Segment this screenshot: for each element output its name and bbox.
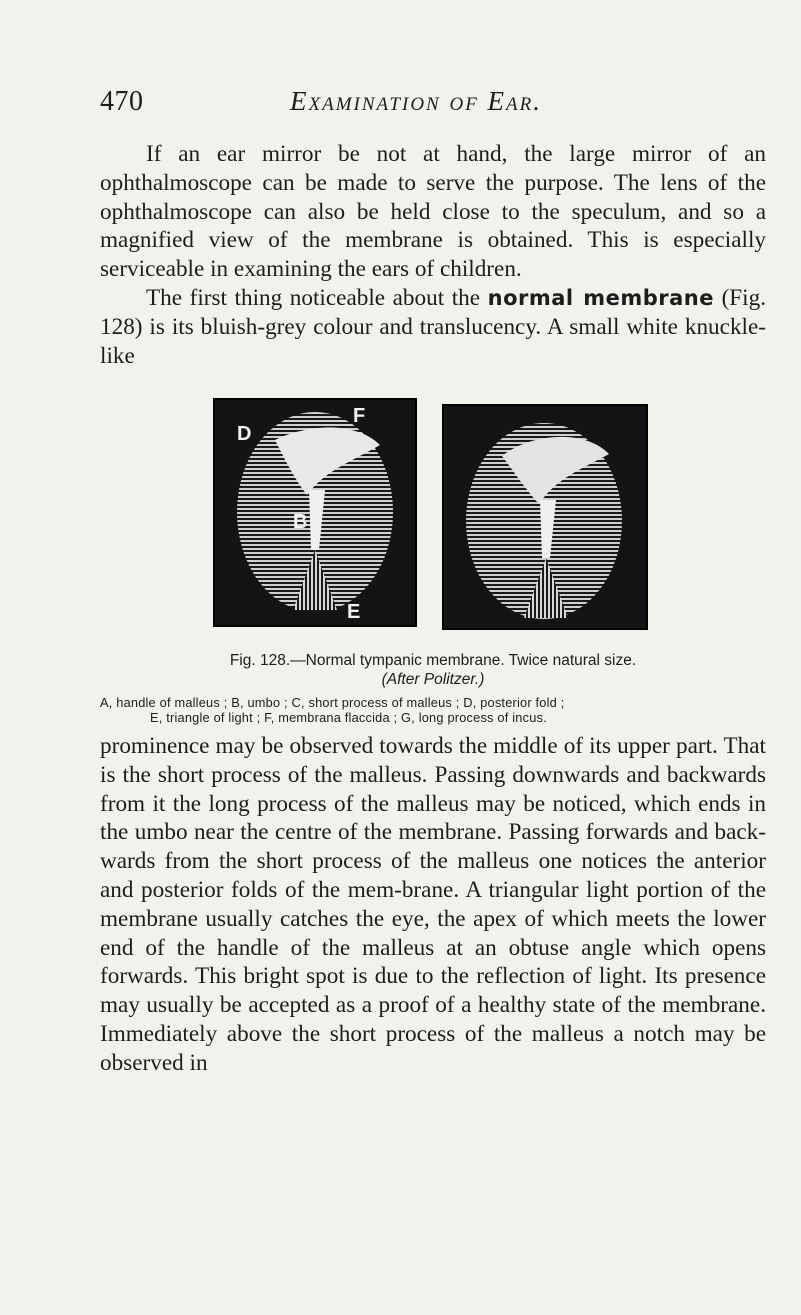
figure-label-e: E xyxy=(347,601,361,623)
bold-term-normal-membrane: normal membrane xyxy=(487,285,714,310)
paragraph-ear-mirror: If an ear mirror be not at hand, the large mirror of an ophthalmoscope can be made to serve the purpose. The lens of the ophthalmoscope can also be held close to the speculum, and so a magnified view of the membrane is obtained. This is especially serviceable in examining the ears of children. xyxy=(100,141,766,283)
figure-128 xyxy=(213,398,678,636)
tympanic-membrane-labelled-illustration xyxy=(215,400,415,625)
text-block-bottom xyxy=(100,732,766,1078)
paragraph-normal-membrane xyxy=(100,284,766,370)
figure-label-d: D xyxy=(237,423,252,445)
text-block-top xyxy=(100,140,766,370)
figure-label-f: F xyxy=(353,405,366,427)
figure-plate-labelled xyxy=(213,398,417,627)
legend-line-1: A, handle of malleus ; B, umbo ; C, short process of malleus ; D, posterior fold ; xyxy=(100,695,565,710)
legend-line-2: E, triangle of light ; F, membrana flaccida ; G, long process of incus. xyxy=(150,710,547,725)
paragraph-malleus-description: prominence may be observed towards the middle of its upper part. That is the short process of the malleus. Passing downwards and backwards from it the long process of the malleus may be noticed, which ends in the umbo near the centre of the membrane. Passing forwards and back-wards from the short process of the malleus one notices the anterior and posterior folds of the mem-brane. A triangular light portion of the membrane usually catches the eye, the apex of which meets the lower end of the handle of the malleus at an obtuse angle which opens forwards. This bright spot is due to the reflection of light. Its presence may usually be accepted as a proof of a healthy state of the membrane. Immediately above the short process of the malleus a notch may be observed in xyxy=(100,733,766,1076)
caption-credit: (After Politzer.) xyxy=(381,671,485,688)
running-title: Examination of Ear. xyxy=(290,86,543,116)
tympanic-membrane-illustration xyxy=(444,406,646,628)
figure-label-b: B xyxy=(293,511,308,533)
paragraph-text: (Fig. 128) is its bluish-grey colour and translucency. A small white knuckle-like xyxy=(100,284,767,369)
figure-plate-unlabelled xyxy=(442,404,648,630)
caption-legend xyxy=(100,695,766,725)
paragraph-text: The first thing noticeable about the xyxy=(146,284,481,311)
page-number: 470 xyxy=(100,86,144,117)
running-head xyxy=(100,86,780,126)
figure-caption xyxy=(100,651,766,725)
caption-title: Fig. 128.—Normal tympanic membrane. Twice natural size. xyxy=(229,652,637,669)
